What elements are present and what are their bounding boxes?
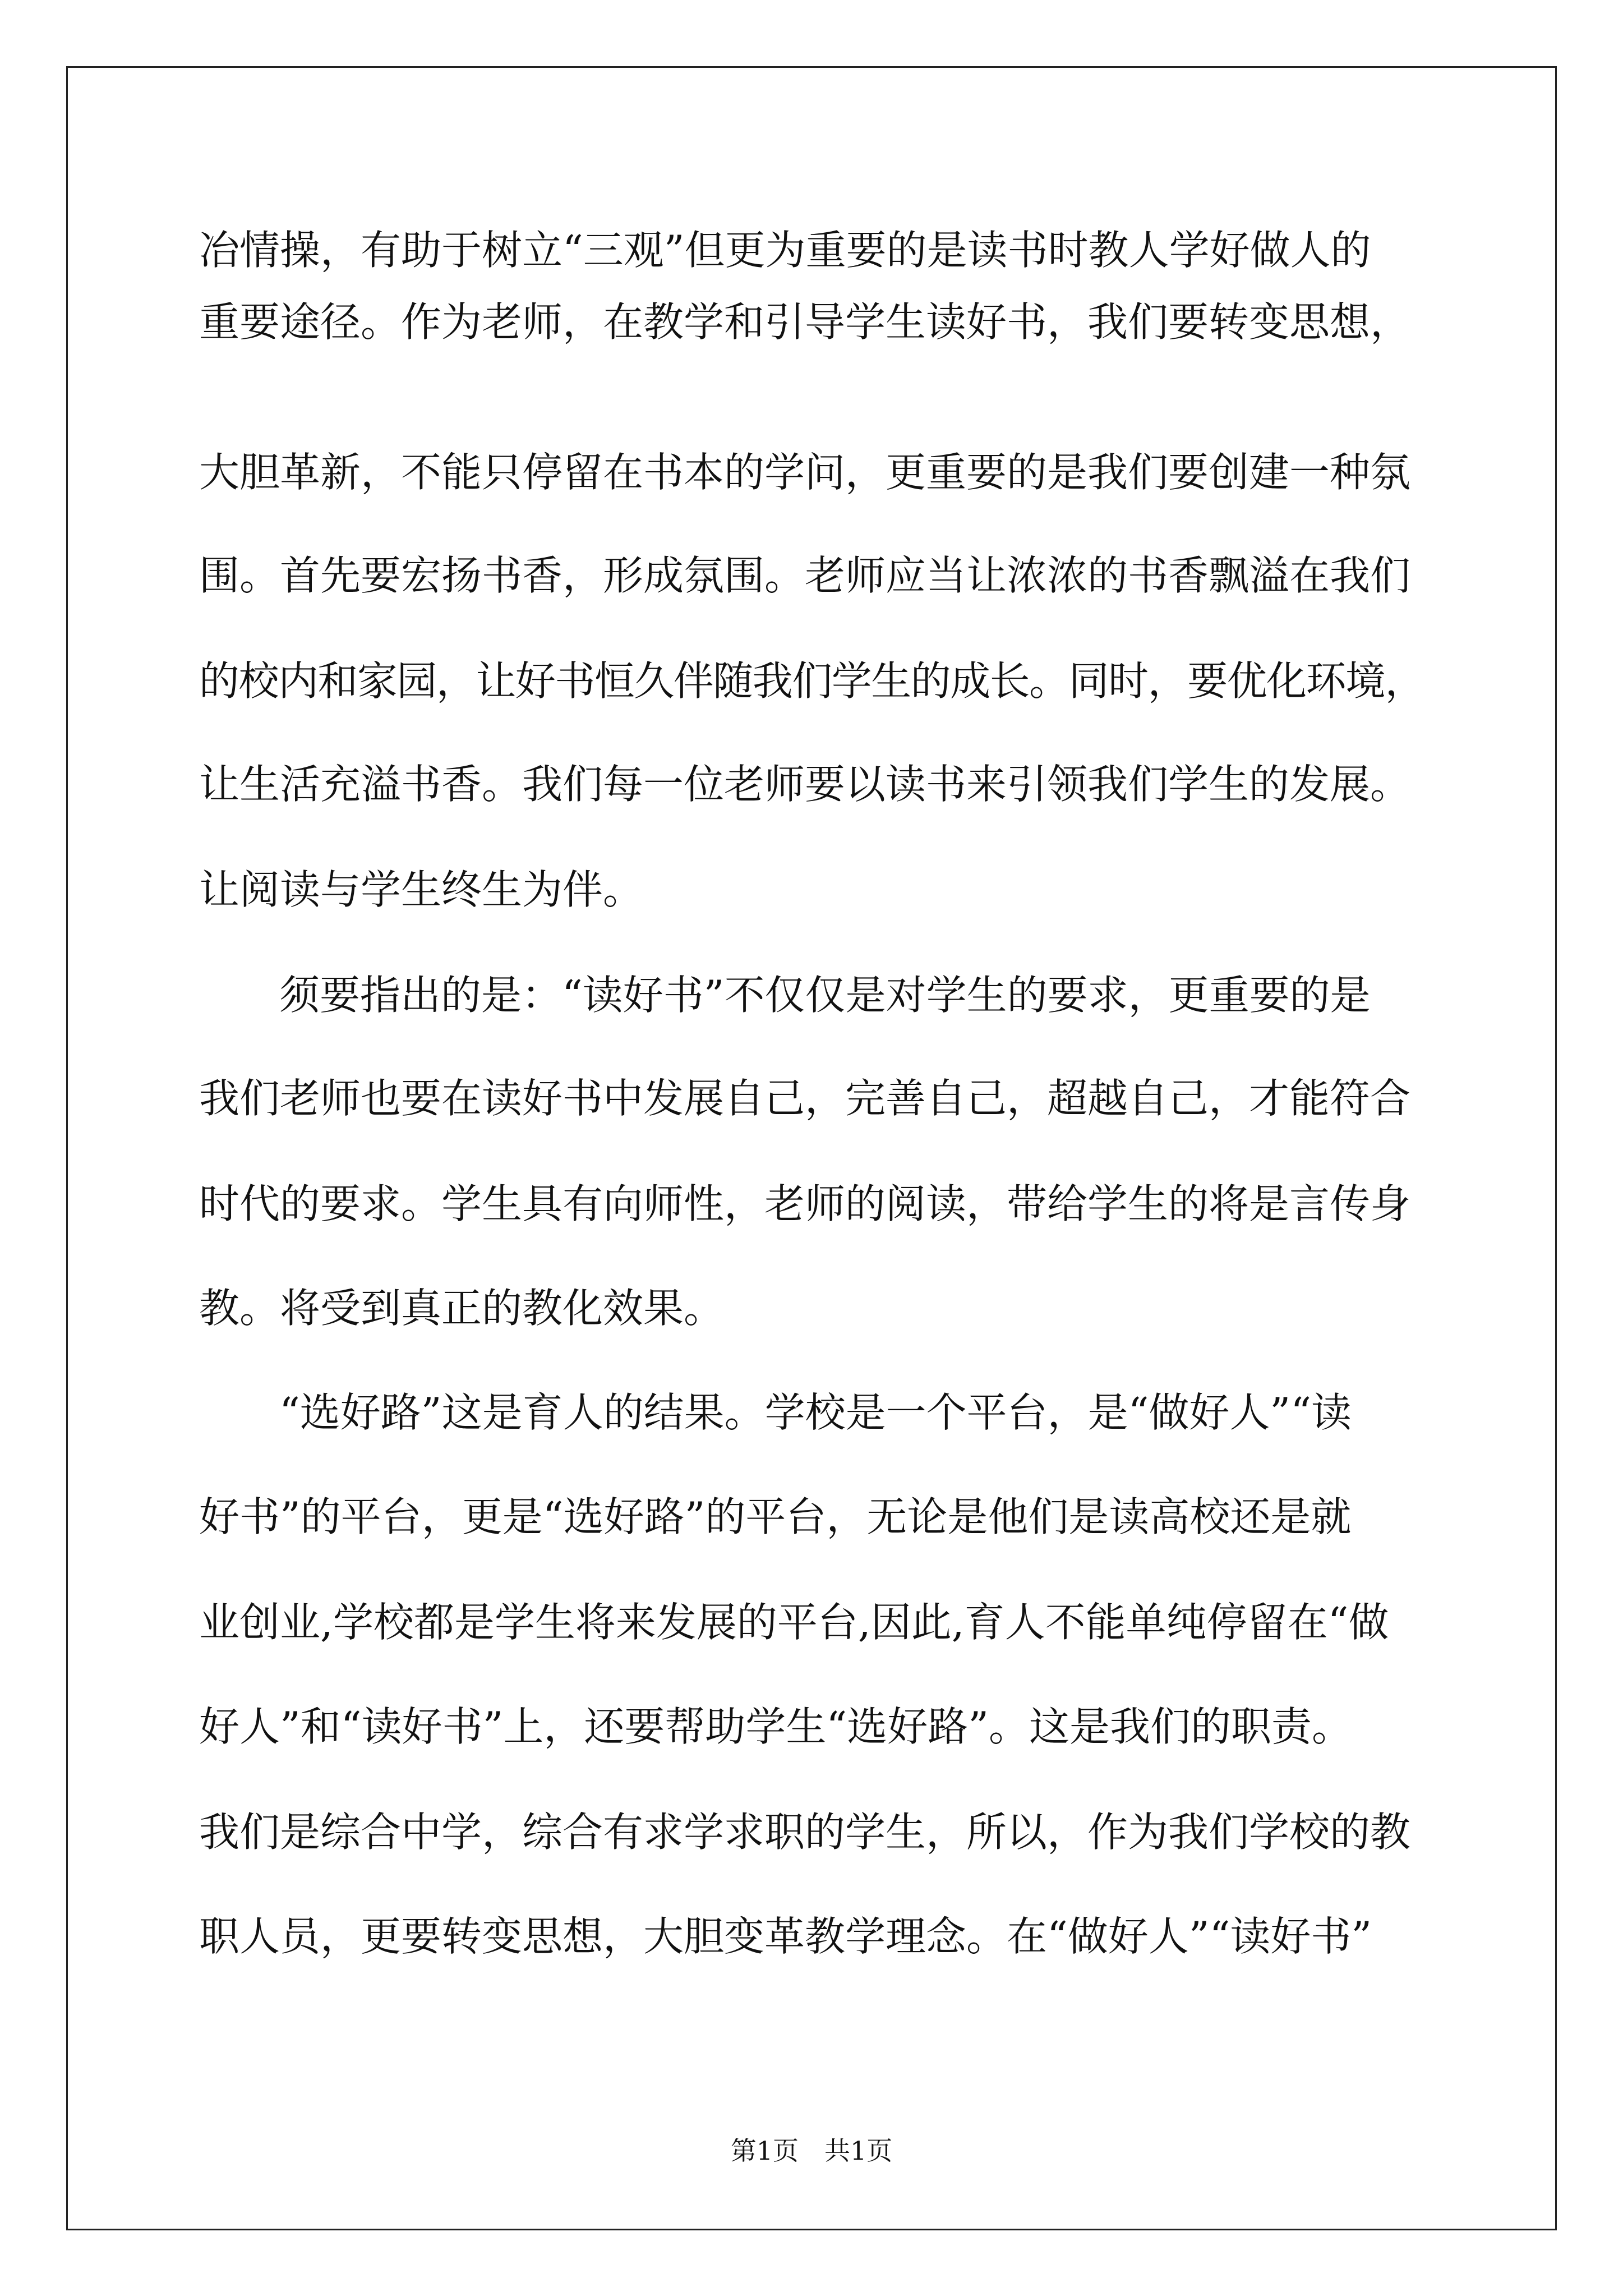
text-line: “选好路”这是育人的结果。学校是一个平台，是“做好人”“读 bbox=[279, 1389, 1352, 1436]
text-line: 让生活充溢书香。我们每一位老师要以读书来引领我们学生的发展。 bbox=[199, 761, 1411, 808]
text-line: 教。将受到真正的教化效果。 bbox=[199, 1285, 725, 1332]
text-line: 的校内和家园，让好书恒久伴随我们学生的成长。同时，要优化环境， bbox=[199, 657, 1425, 705]
text-line: 大胆革新，不能只停留在书本的学问，更重要的是我们要创建一种氛 bbox=[199, 449, 1411, 496]
page-footer: 第1页 共1页 bbox=[730, 2136, 893, 2166]
text-line: 冶情操，有助于树立“三观”但更为重要的是读书时教人学好做人的 bbox=[199, 227, 1371, 274]
page-border bbox=[66, 66, 1557, 2230]
text-line: 好书”的平台，更是“选好路”的平台，无论是他们是读高校还是就 bbox=[199, 1493, 1352, 1540]
text-line: 时代的要求。学生具有向师性，老师的阅读，带给学生的将是言传身 bbox=[199, 1180, 1411, 1227]
text-line: 职人员，更要转变思想，大胆变革教学理念。在“做好人”“读好书” bbox=[199, 1913, 1372, 1960]
text-line: 须要指出的是：“读好书”不仅仅是对学生的要求，更重要的是 bbox=[279, 972, 1371, 1019]
text-line: 重要途径。作为老师，在教学和引导学生读好书，我们要转变思想， bbox=[199, 298, 1411, 346]
text-line: 让阅读与学生终生为伴。 bbox=[199, 866, 644, 913]
text-line: 我们老师也要在读好书中发展自己，完善自己，超越自己，才能符合 bbox=[199, 1075, 1411, 1122]
text-line: 好人”和“读好书”上，还要帮助学生“选好路”。这是我们的职责。 bbox=[199, 1703, 1353, 1750]
text-line: 业创业,学校都是学生将来发展的平台,因此,育人不能单纯停留在“做 bbox=[199, 1599, 1389, 1646]
text-line: 围。首先要宏扬书香，形成氛围。老师应当让浓浓的书香飘溢在我们 bbox=[199, 552, 1411, 599]
text-line: 我们是综合中学，综合有求学求职的学生，所以，作为我们学校的教 bbox=[199, 1809, 1411, 1856]
